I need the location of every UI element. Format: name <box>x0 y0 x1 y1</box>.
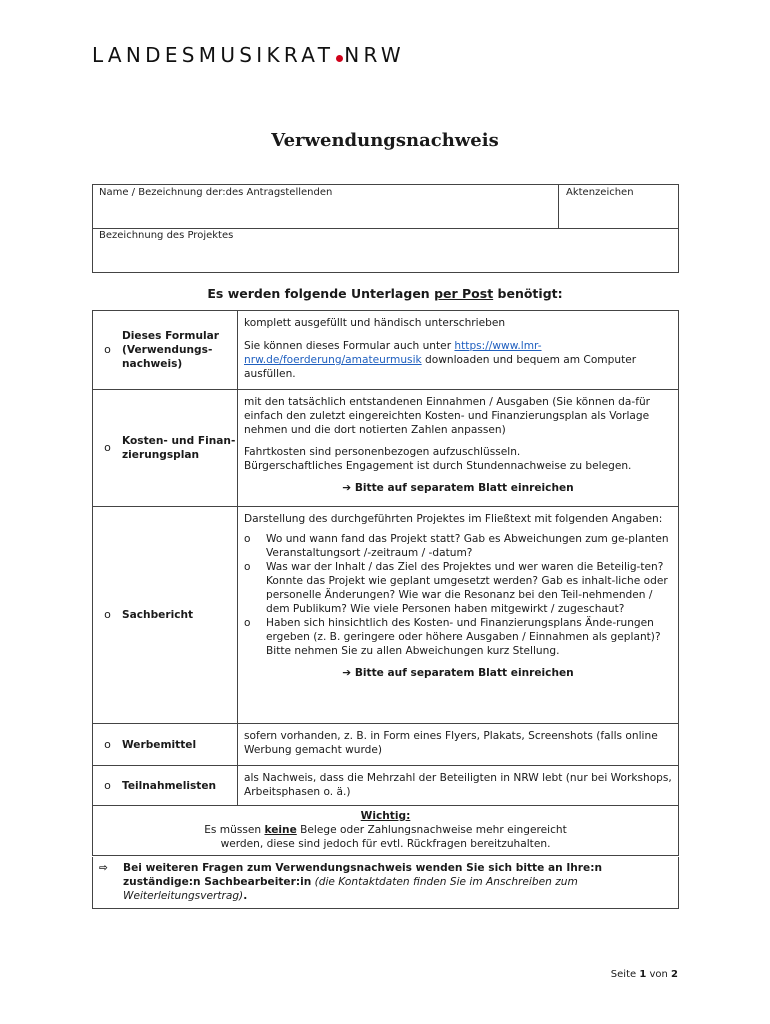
notice-line: werden, diese sind jedoch für evtl. Rückfragen bereitzuhalten. <box>220 838 551 850</box>
row-text: Sie können dieses Formular auch unter https://www.lmr-nrw.de/foerderung/amateurmusik downloaden und bequem am Computer ausfüllen. <box>244 340 637 380</box>
page-title: Verwendungsnachweis <box>271 130 499 151</box>
row-content-cell <box>238 507 679 724</box>
submit-note: ➔ Bitte auf separatem Blatt einreichen <box>342 667 574 679</box>
documents-table <box>92 310 679 806</box>
row-text: komplett ausgefüllt und händisch unterschrieben <box>244 317 506 329</box>
logo-text-left: LANDESMUSIKRAT <box>92 43 335 67</box>
row-text: sofern vorhanden, z. B. in Form eines Flyers, Plakats, Screenshots (falls online Werbung gemacht wurde) <box>244 730 658 756</box>
name-field[interactable] <box>93 185 559 229</box>
row-label: Dieses Formular (Verwendungs-nachweis) <box>122 330 219 370</box>
row-label-cell <box>93 311 238 390</box>
checkbox-teilnahmelisten[interactable]: o <box>104 778 111 792</box>
table-row <box>93 766 679 806</box>
documents-subtitle: Es werden folgende Unterlagen per Post benötigt: <box>207 286 563 301</box>
row-text: Fahrtkosten sind personenbezogen aufzuschlüsseln. <box>244 446 521 458</box>
checkbox-formular[interactable]: o <box>104 343 111 356</box>
download-link[interactable]: https://www.lmr-nrw.de/foerderung/amateurmusik <box>244 340 542 366</box>
arrow-right-icon: ⇨ <box>99 862 108 874</box>
table-row <box>93 390 679 507</box>
logo <box>92 43 405 67</box>
notice-heading: Wichtig: <box>360 810 411 822</box>
row-content-cell <box>238 311 679 390</box>
contact-text: Bei weiteren Fragen zum Verwendungsnachweis wenden Sie sich bitte an Ihre:n zuständige:n Sachbearbeiter:in (die Kontaktdaten finden Sie im Anschreiben zum Weiterleitungsvertrag). <box>123 862 602 902</box>
table-row <box>93 507 679 724</box>
row-text: mit den tatsächlich entstandenen Einnahmen / Ausgaben (Sie können da-für einfach den zuletzt eingereichten Kosten- und Finanzierungsplan als Vorlage nehmen und die dort notierten Zahlen anpassen) <box>244 396 651 436</box>
row-text: Bürgerschaftliches Engagement ist durch Stundennachweise zu belegen. <box>244 460 632 472</box>
logo-dot <box>336 55 343 62</box>
important-notice <box>92 806 679 856</box>
sachbericht-list <box>244 532 672 658</box>
checkbox-sachbericht[interactable]: o <box>104 608 111 621</box>
row-label-cell <box>93 766 238 806</box>
row-content-cell <box>238 390 679 507</box>
logo-text-right: NRW <box>344 43 405 67</box>
per-post-underlined: per Post <box>434 286 494 301</box>
row-content-cell <box>238 724 679 766</box>
row-label-cell <box>93 390 238 507</box>
table-row <box>93 311 679 390</box>
keine-emphasis: keine <box>264 824 297 836</box>
checkbox-werbemittel[interactable]: o <box>104 737 111 751</box>
list-item: o Wo und wann fand das Projekt statt? Gab es Abweichungen zum ge-planten Veranstaltungsort /-zeitraum / -datum? <box>244 533 669 559</box>
row-text: als Nachweis, dass die Mehrzahl der Beteiligten in NRW lebt (nur bei Workshops, Arbeitsphasen o. ä.) <box>244 772 672 798</box>
contact-note <box>92 857 679 909</box>
row-label: Sachbericht <box>122 609 194 621</box>
projekt-field-label: Bezeichnung des Projektes <box>99 230 234 241</box>
aktenzeichen-field[interactable] <box>559 185 678 229</box>
name-field-label: Name / Bezeichnung der:des Antragstellenden <box>99 187 333 198</box>
contact-hint: (die Kontaktdaten finden Sie im Anschreiben zum Weiterleitungsvertrag) <box>123 876 578 902</box>
page-number: Seite 1 von 2 <box>610 969 678 980</box>
row-content-cell <box>238 766 679 806</box>
list-item: o Haben sich hinsichtlich des Kosten- und Finanzierungsplans Ände-rungen ergeben (z. B. geringere oder höhere Ausgaben / Einnahmen als geplant)? Bitte nehmen Sie zu allen Abweichungen kurz Stellung. <box>244 617 661 657</box>
list-item: o Was war der Inhalt / das Ziel des Projektes und wer waren die Beteilig-ten? Konnte das Projekt wie geplant umgesetzt werden? Gab es inhalt-liche oder personelle Änderungen? Wie war die Resonanz bei den Teil-nehmenden / dem Publikum? Wie viele Personen haben mitgewirkt / zugeschaut? <box>244 561 668 615</box>
submit-note: ➔ Bitte auf separatem Blatt einreichen <box>342 482 574 494</box>
row-label: Teilnahmelisten <box>122 779 217 792</box>
applicant-form <box>92 184 679 273</box>
row-label: Kosten- und Finan-zierungsplan <box>122 435 236 461</box>
row-text: Darstellung des durchgeführten Projektes im Fließtext mit folgenden Angaben: <box>244 513 663 525</box>
table-row <box>93 724 679 766</box>
projekt-field[interactable] <box>93 229 678 272</box>
checkbox-finanzierungsplan[interactable]: o <box>104 441 111 454</box>
row-label-cell <box>93 507 238 724</box>
aktenzeichen-label: Aktenzeichen <box>566 187 634 198</box>
row-label: Werbemittel <box>122 738 197 751</box>
row-label-cell <box>93 724 238 766</box>
notice-line: Es müssen keine Belege oder Zahlungsnachweise mehr eingereicht <box>204 824 567 836</box>
